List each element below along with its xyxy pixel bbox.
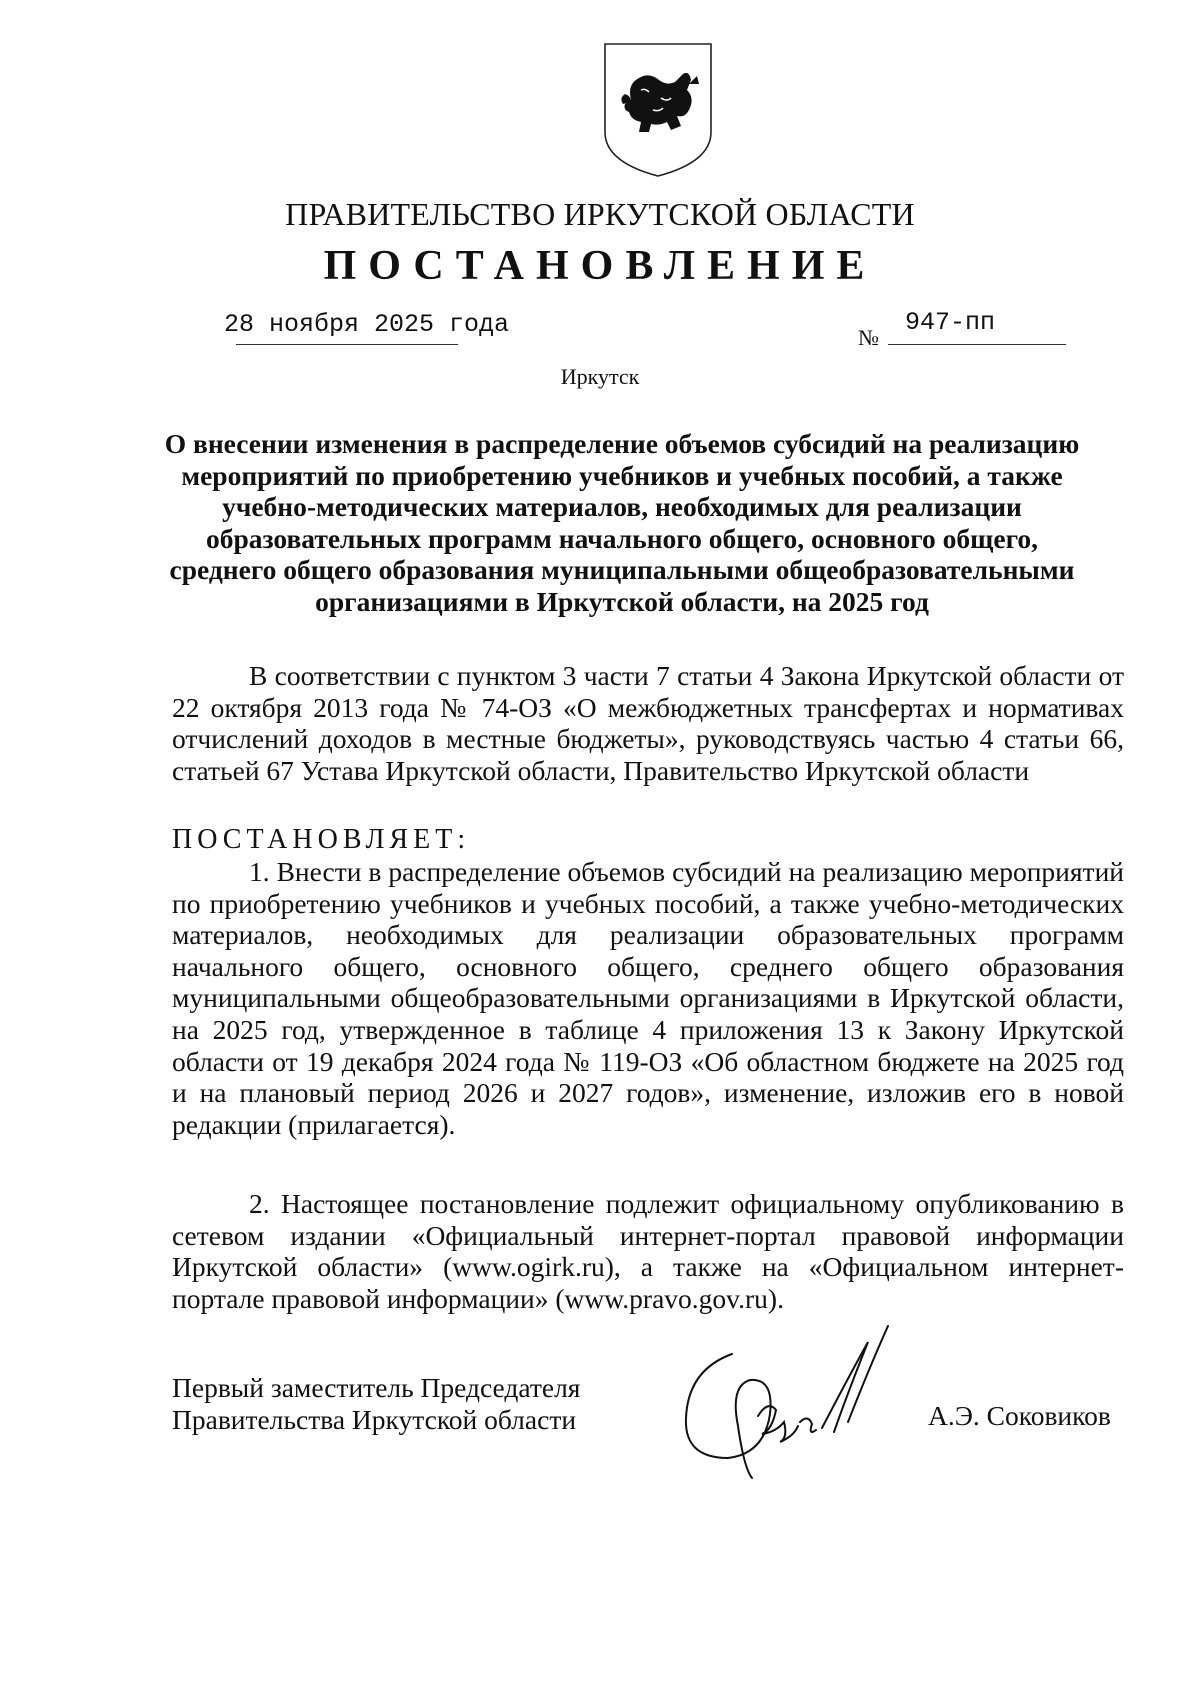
item-2-text: 2. Настоящее постановление подлежит официальному опубликованию в сетевом издании «Официальный интернет-портал правовой информации Иркутской области» (www.ogirk.ru), а также на «Официальном интернет-портале правовой информации» (www.pravo.gov.ru). (172, 1188, 1124, 1314)
signatory-position-line-2: Правительства Иркутской области (172, 1404, 577, 1435)
resolves-heading: ПОСТАНОВЛЯЕТ: (172, 824, 471, 855)
government-title: ПРАВИТЕЛЬСТВО ИРКУТСКОЙ ОБЛАСТИ (285, 196, 915, 232)
document-date: 28 ноября 2025 года (224, 310, 510, 339)
handwritten-signature-icon (672, 1318, 912, 1494)
document-number: 947-пп (905, 308, 996, 337)
item-1-paragraph (172, 856, 1124, 1140)
item-1-text: 1. Внести в распределение объемов субсидий на реализацию мероприятий по приобретению учебников и учебных пособий, а также учебно-методических материалов, необходимых для реализации образовательных программ начального общего, основного общего, среднего общего образования муниципальными общеобразовательными организациями в Иркутской области, на 2025 год, утвержденное в таблице 4 приложения 13 к Закону Иркутской области от 19 декабря 2024 года № 119-ОЗ «Об областном бюджете на 2025 год и на плановый период 2026 и 2027 годов», изменение, изложив его в новой редакции (прилагается). (172, 856, 1124, 1140)
document-subject: О внесении изменения в распределение объемов субсидий на реализацию мероприятий по приобретению учебников и учебных пособий, а также учебно-методических материалов, необходимых для реализации образовательных программ начального общего, основного общего, среднего общего образования муниципальными общеобразовательными организациями в Иркутской области, на 2025 год (164, 428, 1080, 617)
signatory-position (172, 1372, 580, 1436)
coat-of-arms-icon (601, 40, 715, 180)
item-2-paragraph (172, 1188, 1124, 1314)
signatory-position-line-1: Первый заместитель Председателя (172, 1372, 581, 1403)
signatory-name: А.Э. Соковиков (928, 1400, 1111, 1431)
city: Иркутск (560, 364, 640, 389)
preamble-paragraph (172, 660, 1124, 786)
number-sign: № (858, 325, 879, 350)
date-underline (236, 344, 458, 345)
document-type-title: ПОСТАНОВЛЕНИЕ (323, 243, 877, 289)
preamble-text: В соответствии с пунктом 3 части 7 статьи 4 Закона Иркутской области от 22 октября 2013 года № 74-ОЗ «О межбюджетных трансфертах и нормативах отчислений доходов в местные бюджеты», руководствуясь частью 4 статьи 66, статьей 67 Устава Иркутской области, Правительство Иркутской области (172, 660, 1124, 786)
number-underline (888, 344, 1066, 345)
